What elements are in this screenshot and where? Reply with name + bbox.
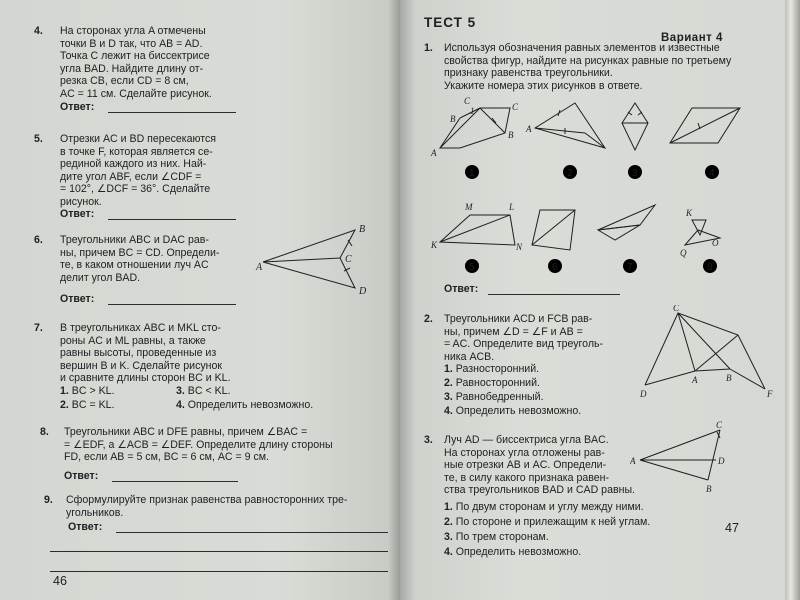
- q6-label-d: D: [359, 286, 367, 297]
- question-2-figure: [640, 305, 775, 405]
- svg-text:M: M: [465, 202, 473, 212]
- question-3-text: Луч AD — биссектриса угла BAC. На сторонах угла отложены рав- ные отрезки AB и AC. Определи- те, в силу какого признака равен- ства треугольников BAD и CAD равны.: [444, 434, 635, 497]
- question-1-text: Используя обозначения равных элементов и известные свойства фигур, найдите на рисунках равные по третьему признаку равенства треугольники. Укажите номера этих рисунков в ответе.: [444, 42, 732, 92]
- figure-number-6: 6: [552, 262, 558, 273]
- test-title: ТЕСТ 5: [424, 15, 477, 30]
- question-4-answer-line[interactable]: [108, 112, 236, 113]
- svg-text:O: O: [712, 238, 719, 248]
- right-page: [400, 0, 785, 600]
- figure-number-7: 7: [627, 262, 633, 273]
- variant-label: Вариант 4: [661, 32, 723, 44]
- svg-text:K: K: [431, 240, 438, 250]
- question-8-answer-line[interactable]: [112, 481, 238, 482]
- svg-text:C: C: [673, 305, 680, 313]
- svg-text:N: N: [516, 242, 523, 252]
- question-6-text: Треугольники ABC и DAC рав- ны, причем BC = CD. Определи- те, в каком отношении луч AC делит угол BAD.: [60, 234, 220, 284]
- question-3-option-2[interactable]: 2. По стороне и прилежащим к ней углам.: [444, 516, 651, 528]
- svg-text:A: A: [526, 124, 532, 134]
- svg-text:D: D: [718, 456, 725, 466]
- question-9-answer-line-3[interactable]: [50, 571, 388, 572]
- question-6-answer-line[interactable]: [108, 304, 236, 305]
- question-2-option-3[interactable]: 3. Равнобедренный.: [444, 391, 544, 403]
- figure-number-3: 3: [632, 168, 638, 179]
- question-1-number: 1.: [424, 42, 433, 54]
- svg-text:C: C: [464, 96, 471, 106]
- question-2-number: 2.: [424, 313, 433, 325]
- question-9-answer-line-1[interactable]: [116, 532, 388, 533]
- question-1-figures-row-1: [430, 88, 760, 188]
- question-4-answer-label: Ответ:: [60, 101, 95, 113]
- svg-text:A: A: [431, 148, 437, 158]
- svg-text:B: B: [508, 130, 514, 140]
- q6-label-c: C: [345, 254, 352, 265]
- question-7-option-4[interactable]: 4. Определить невозможно.: [176, 399, 314, 411]
- question-5-number: 5.: [34, 133, 43, 145]
- figure-number-1: 1: [469, 168, 475, 179]
- svg-text:K: K: [686, 208, 693, 218]
- question-3-option-4[interactable]: 4. Определить невозможно.: [444, 546, 582, 558]
- q6-label-a: A: [256, 262, 263, 273]
- svg-text:C: C: [716, 420, 723, 430]
- question-2-option-4[interactable]: 4. Определить невозможно.: [444, 405, 582, 417]
- question-7-option-2[interactable]: 2. BC = KL.: [60, 399, 115, 411]
- question-1-answer-line[interactable]: [488, 294, 620, 295]
- svg-text:B: B: [726, 373, 732, 383]
- svg-text:A: A: [630, 456, 636, 466]
- question-2-option-1[interactable]: 1. Разносторонний.: [444, 363, 540, 375]
- question-6-figure: [255, 220, 380, 300]
- figure-number-5: 5: [469, 262, 475, 273]
- svg-text:A: A: [692, 375, 698, 385]
- question-3-option-3[interactable]: 3. По трем сторонам.: [444, 531, 549, 543]
- question-2-option-2[interactable]: 2. Равносторонний.: [444, 377, 540, 389]
- page-edge: [785, 0, 800, 600]
- svg-text:B: B: [450, 114, 456, 124]
- question-7-option-3[interactable]: 3. BC < KL.: [176, 385, 231, 397]
- question-5-answer-line[interactable]: [108, 219, 236, 220]
- question-2-text: Треугольники ACD и FCB рав- ны, причем ∠D = ∠F и AB = = AC. Определите вид треуголь- ника ACB.: [444, 313, 604, 363]
- question-1-figures-row-2: [430, 190, 760, 278]
- question-1-answer-label: Ответ:: [444, 283, 479, 295]
- question-5-answer-label: Ответ:: [60, 208, 95, 220]
- figure-number-2: 2: [567, 168, 573, 179]
- question-6-number: 6.: [34, 234, 43, 246]
- svg-text:L: L: [509, 202, 515, 212]
- question-7-option-1[interactable]: 1. BC > KL.: [60, 385, 115, 397]
- question-8-number: 8.: [40, 426, 49, 438]
- question-3-option-1[interactable]: 1. По двум сторонам и углу между ними.: [444, 501, 644, 513]
- svg-text:1: 1: [470, 106, 475, 116]
- question-8-answer-label: Ответ:: [64, 470, 99, 482]
- question-3-figure: [630, 420, 730, 495]
- svg-text:F: F: [767, 389, 773, 399]
- question-8-text: Треугольники ABC и DFE равны, причем ∠BAC = = ∠EDF, а ∠ACB = ∠DEF. Определите длину стороны FD, если AB = 5 см, BC = 6 см, AC = 9 см.: [64, 426, 333, 464]
- svg-text:C: C: [512, 102, 519, 112]
- svg-text:B: B: [706, 484, 712, 494]
- figure-number-8: 8: [707, 262, 713, 273]
- figure-number-4: 4: [709, 168, 715, 179]
- question-9-number: 9.: [44, 494, 53, 506]
- question-3-number: 3.: [424, 434, 433, 446]
- svg-text:D: D: [640, 389, 647, 399]
- question-5-text: Отрезки AC и BD пересекаются в точке F, которая является се- рединой каждого из них. Най- дите угол ABF, если ∠CDF = = 102°, ∠DCF = 36°. Сделайте рисунок.: [60, 133, 217, 208]
- question-9-answer-line-2[interactable]: [50, 551, 388, 552]
- question-4-text: На сторонах угла A отмечены точки B и D так, что AB = AD. Точка C лежит на биссектрисе угла BAD. Найдите длину от- резка CB, если CD = 8 см, AC = 11 см. Сделайте рисунок.: [60, 25, 212, 100]
- page-number-right: 47: [725, 521, 739, 535]
- page-number-left: 46: [53, 574, 67, 588]
- question-9-text: Сформулируйте признак равенства равносторонних тре- угольников.: [66, 494, 348, 519]
- question-6-answer-label: Ответ:: [60, 293, 95, 305]
- question-7-text: В треугольниках ABC и MKL сто- роны AC и ML равны, а также равны высоты, проведенные из вершин B и K. Сделайте рисунок и сравните длины сторон BC и KL.: [60, 322, 231, 385]
- question-9-answer-label: Ответ:: [68, 521, 103, 533]
- question-4-number: 4.: [34, 25, 43, 37]
- q6-label-b: B: [359, 224, 366, 235]
- svg-text:Q: Q: [680, 248, 687, 258]
- question-7-number: 7.: [34, 322, 43, 334]
